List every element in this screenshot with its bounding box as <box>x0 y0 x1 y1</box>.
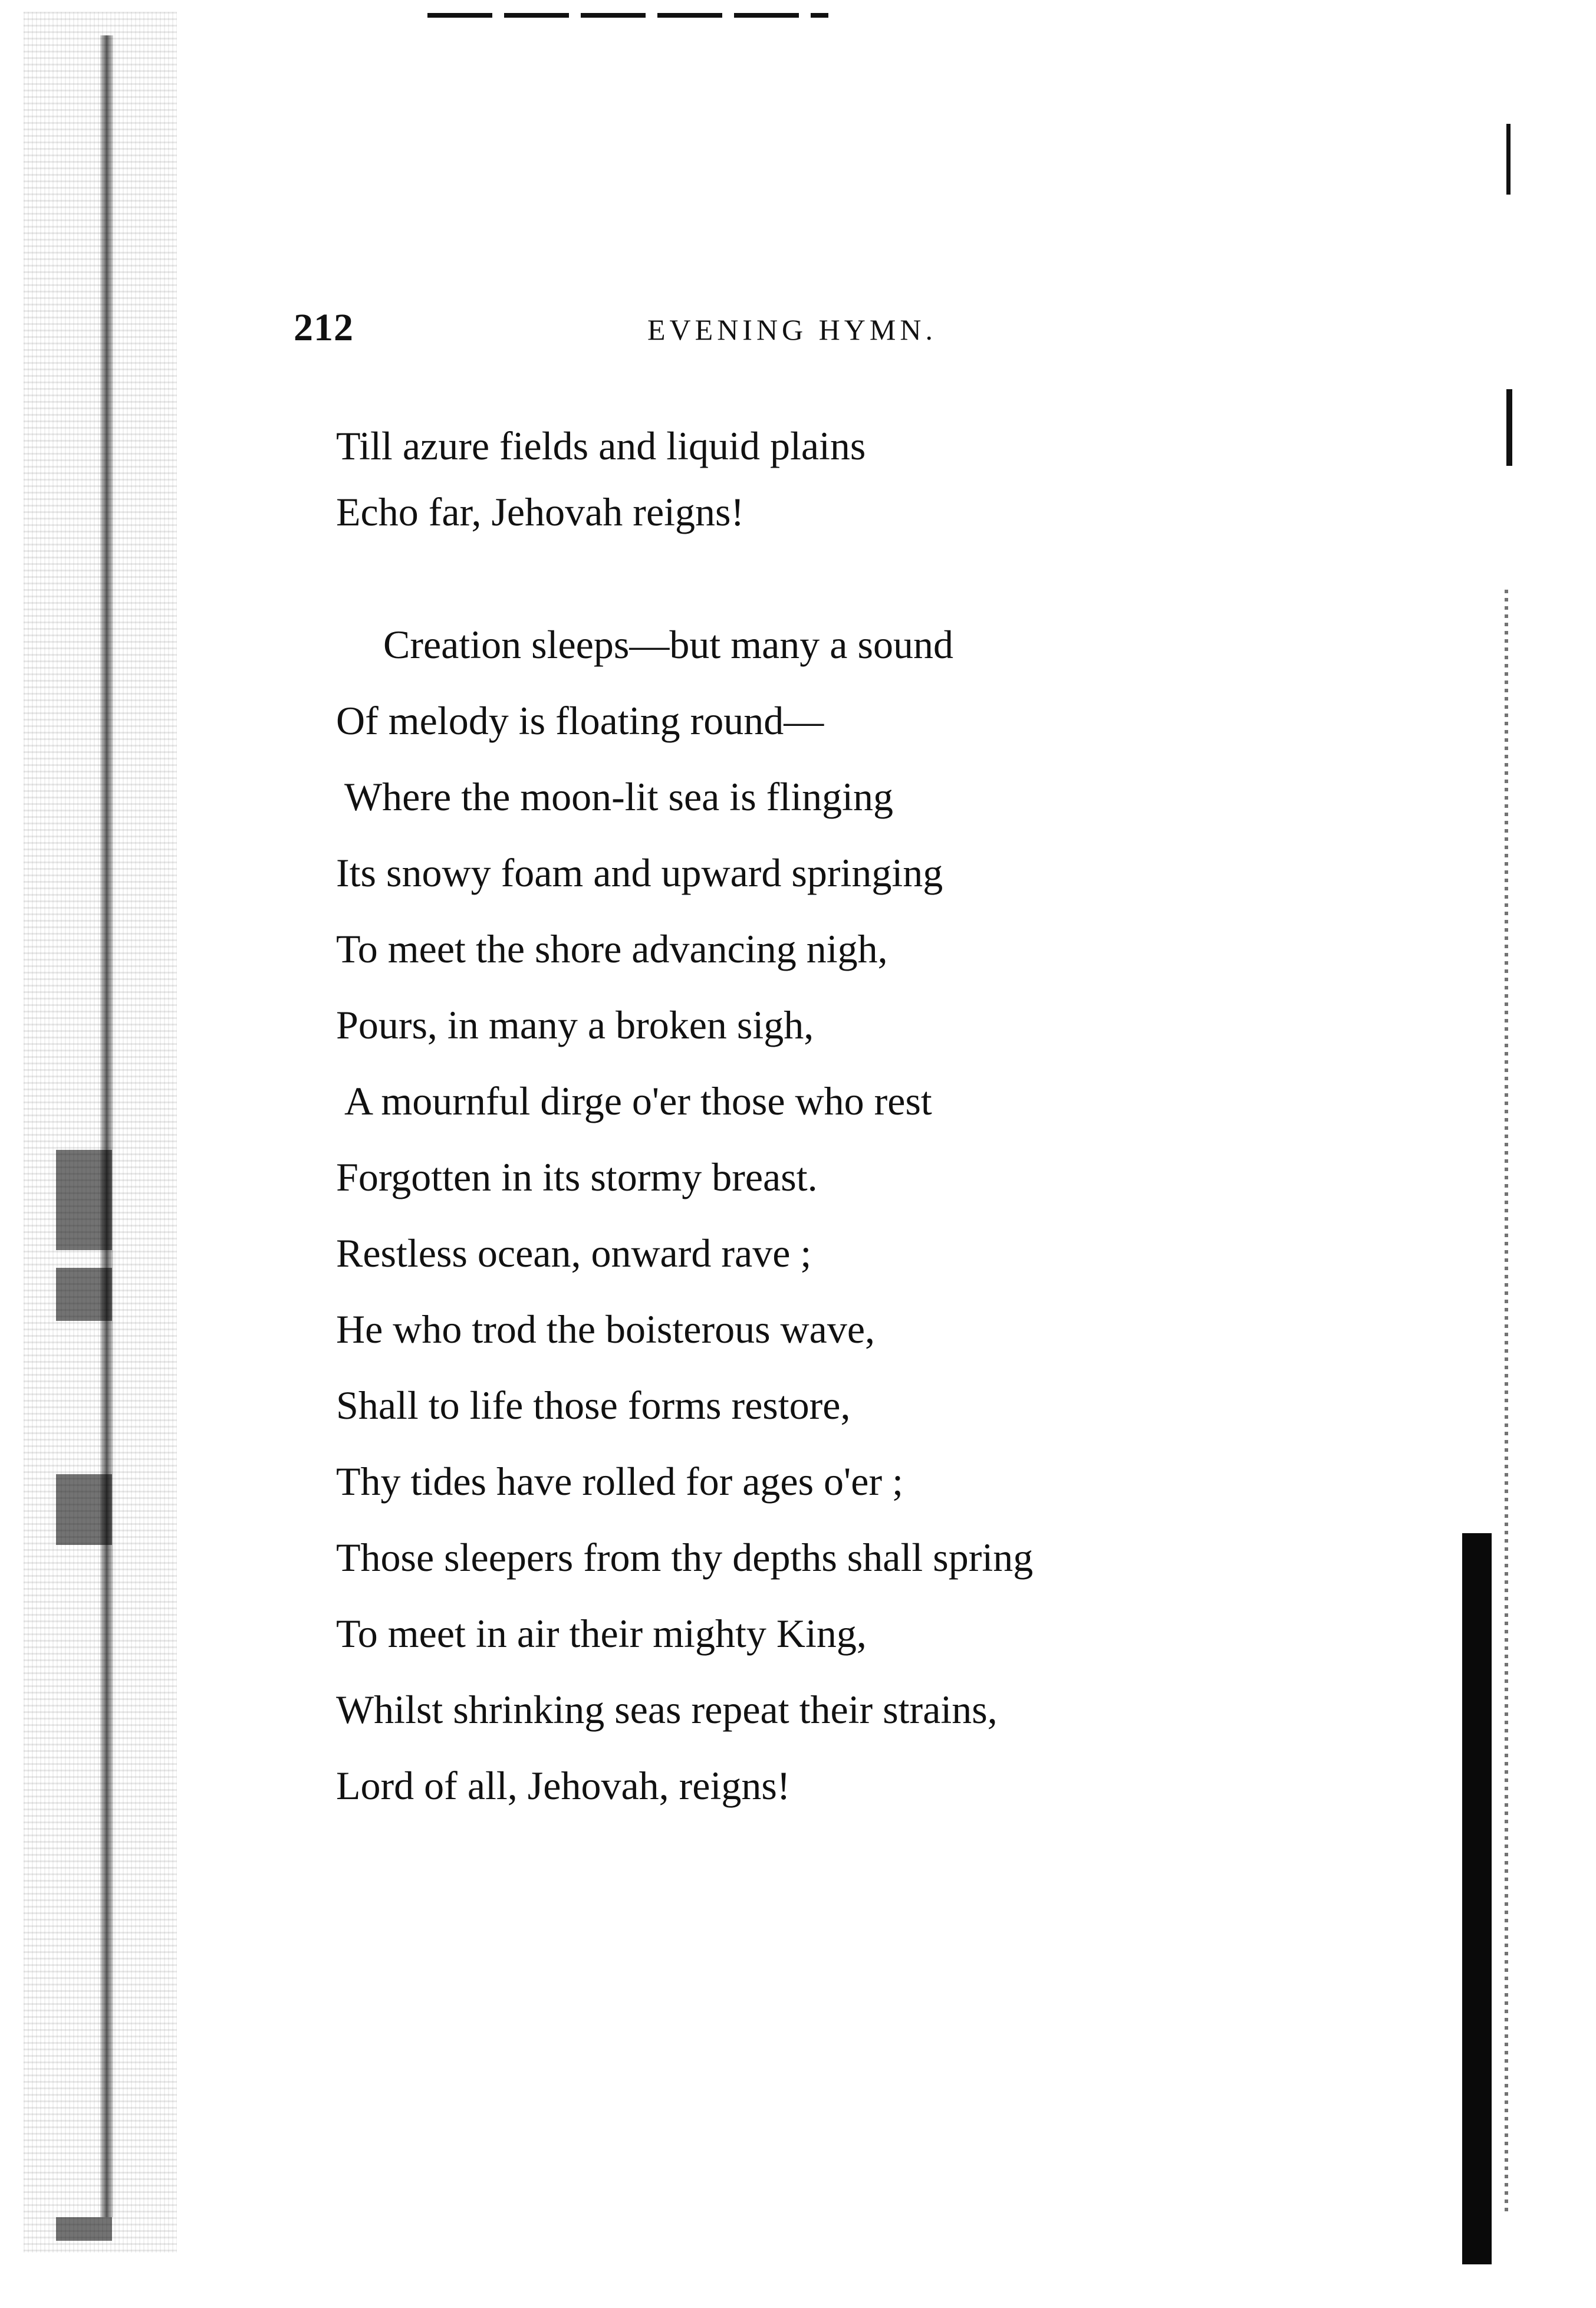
poem-line: Creation sleeps—but many a sound <box>383 622 953 667</box>
poem-line: Where the moon-lit sea is flinging <box>344 774 893 819</box>
poem-line: Whilst shrinking seas repeat their strains, <box>336 1687 998 1732</box>
page-number: 212 <box>294 306 354 349</box>
poem-line: To meet in air their mighty King, <box>336 1611 867 1656</box>
poem-line: Till azure fields and liquid plains <box>336 423 866 468</box>
edge-mark <box>1506 124 1511 195</box>
binding-shadow <box>56 2217 112 2241</box>
binding-shadow <box>56 1474 112 1545</box>
poem-line: Lord of all, Jehovah, reigns! <box>336 1763 791 1808</box>
poem-line: He who trod the boisterous wave, <box>336 1307 876 1352</box>
poem-line: Restless ocean, onward rave ; <box>336 1231 812 1275</box>
poem-line: Forgotten in its stormy breast. <box>336 1155 818 1199</box>
binding-shadow <box>56 1150 112 1250</box>
poem-line: To meet the shore advancing nigh, <box>336 926 888 971</box>
poem-line: Of melody is floating round— <box>336 698 824 743</box>
top-rule <box>427 13 828 18</box>
poem-line: Thy tides have rolled for ages o'er ; <box>336 1459 904 1504</box>
stanza <box>336 413 1220 545</box>
page-edge-right <box>1505 590 1508 2211</box>
page-edge-shadow <box>1462 1533 1492 2264</box>
stanza <box>336 607 1220 1824</box>
running-head <box>294 305 1019 359</box>
page-title: EVENING HYMN. <box>647 313 937 346</box>
edge-mark <box>1506 389 1512 466</box>
poem-line: Pours, in many a broken sigh, <box>336 1002 814 1047</box>
poem-line: Its snowy foam and upward springing <box>336 850 943 895</box>
binding-shadow <box>56 1268 112 1321</box>
poem-line: Echo far, Jehovah reigns! <box>336 489 745 534</box>
poem-line: A mournful dirge o'er those who rest <box>344 1079 932 1123</box>
binding-line-left <box>100 35 113 2217</box>
poem-line: Shall to life those forms restore, <box>336 1383 851 1428</box>
poem <box>336 413 1220 1824</box>
poem-line: Those sleepers from thy depths shall spring <box>336 1535 1034 1580</box>
